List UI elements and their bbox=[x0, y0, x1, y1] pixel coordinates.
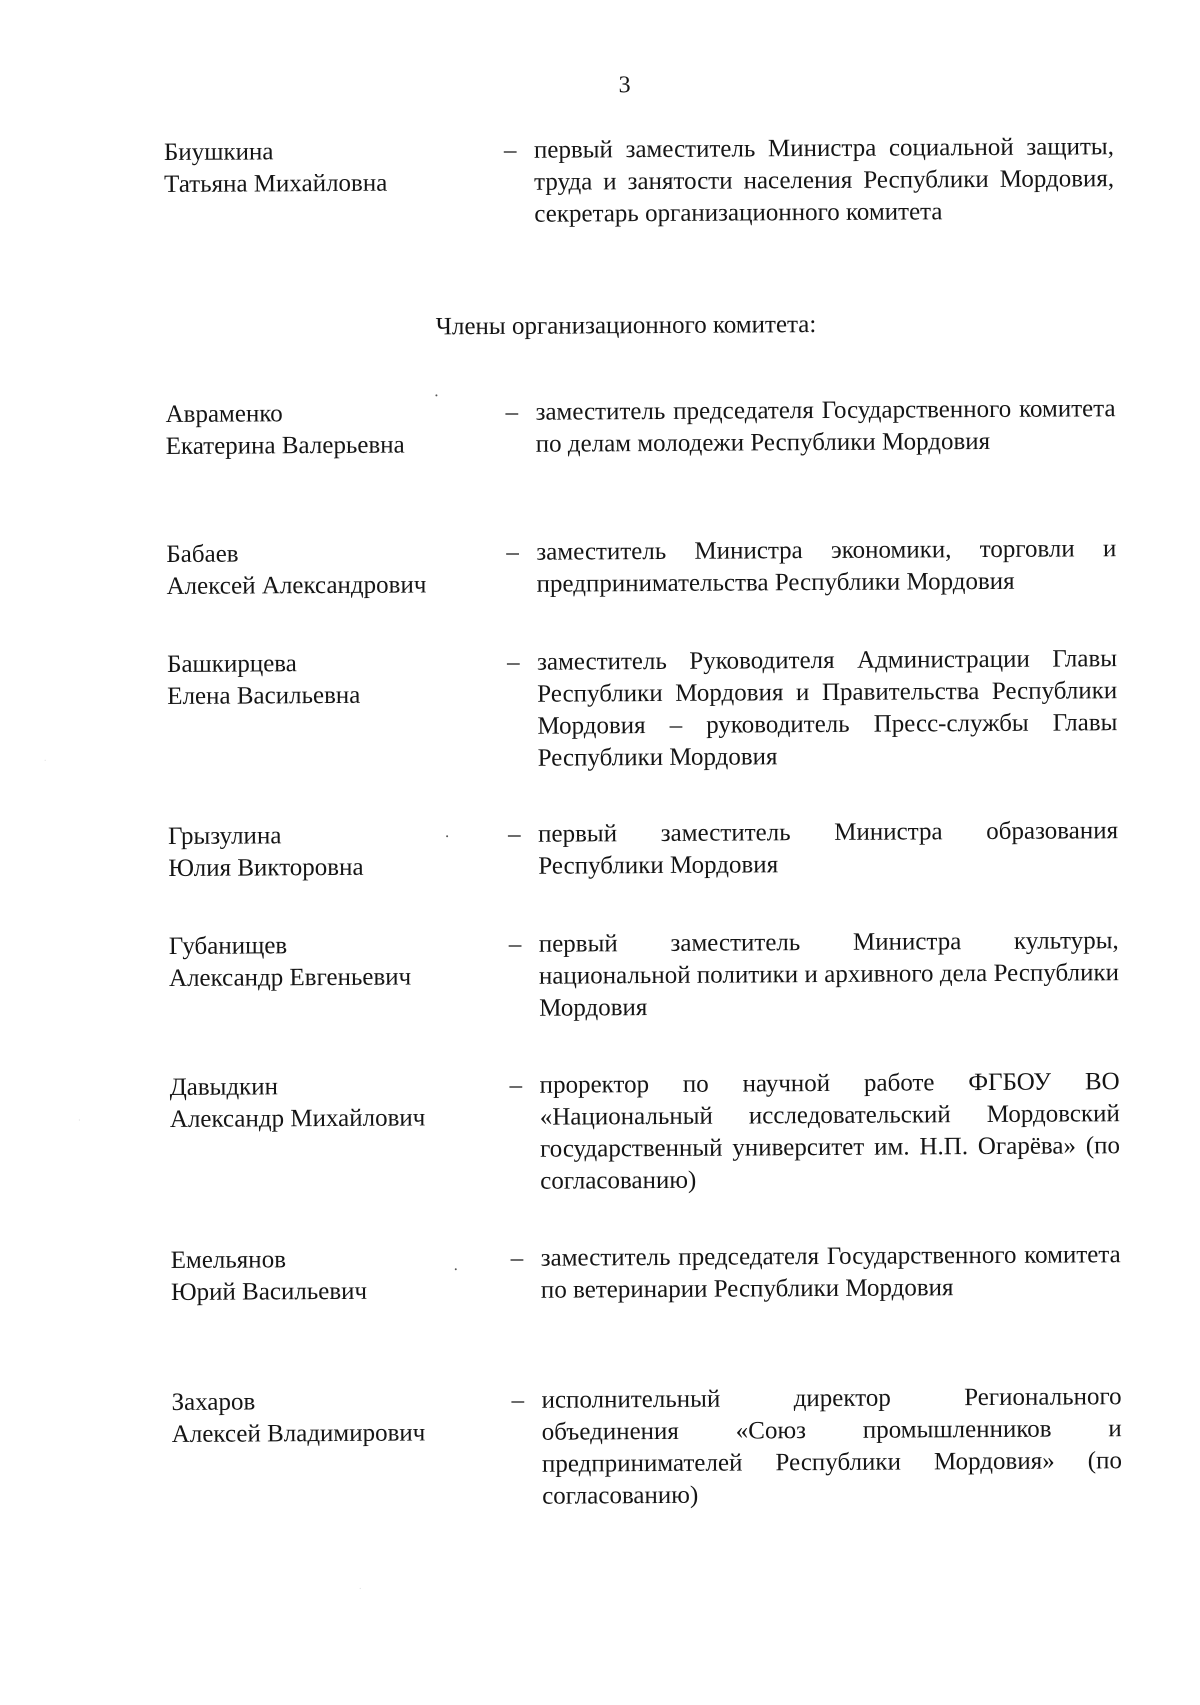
dash-separator: – bbox=[506, 538, 519, 566]
dash-separator: – bbox=[508, 820, 521, 848]
member-entry bbox=[8, 1381, 1200, 1510]
member-name bbox=[171, 1243, 491, 1309]
member-entry bbox=[4, 643, 1200, 772]
member-name bbox=[165, 397, 485, 463]
member-surname: Башкирцева bbox=[166, 650, 297, 678]
scan-speck bbox=[79, 1120, 80, 1121]
member-given-name: Юлия Викторовна bbox=[168, 853, 364, 882]
dash-separator: – bbox=[506, 648, 520, 676]
member-given-name: Татьяна Михайловна bbox=[164, 169, 388, 199]
member-name bbox=[164, 135, 484, 201]
member-name bbox=[168, 819, 488, 885]
member-given-name: Екатерина Валерьевна bbox=[165, 431, 405, 460]
member-given-name: Александр Евгеньевич bbox=[168, 963, 412, 992]
member-role: заместитель Руководителя Администрации Главы Республики Мордовия и Правительства Республики Мордовия – руководитель Пресс-службы Главы Республики Мордовия bbox=[536, 645, 1118, 772]
member-role: первый заместитель Министра образования Республики Мордовия bbox=[538, 817, 1119, 880]
page-number: 3 bbox=[618, 72, 631, 99]
member-name bbox=[166, 537, 486, 603]
member-role: заместитель Министра экономики, торговли и предпринимательства Республики Мордовия bbox=[536, 535, 1117, 598]
member-role: заместитель председателя Государственного комитета по делам молодежи Республики Мордовия bbox=[535, 395, 1116, 458]
member-name bbox=[170, 1070, 490, 1136]
member-surname: Губанищев bbox=[168, 932, 288, 960]
member-entry bbox=[2, 393, 1200, 460]
dash-separator: – bbox=[510, 1244, 524, 1272]
member-entry bbox=[1, 131, 1200, 228]
dash-separator: – bbox=[505, 398, 519, 426]
member-given-name: Алексей Владимирович bbox=[171, 1419, 426, 1448]
member-entry bbox=[5, 815, 1200, 882]
member-role: первый заместитель Министра социальной защиты, труда и занятости населения Республики Мордовия, секретарь организационного комитета bbox=[533, 133, 1115, 228]
dash-separator: – bbox=[509, 1071, 523, 1099]
member-name bbox=[169, 929, 489, 995]
member-name bbox=[171, 1385, 491, 1451]
member-surname: Бабаев bbox=[166, 540, 239, 568]
scan-speck bbox=[435, 394, 437, 396]
member-role: исполнительный директор Регионального объединения «Союз промышленников и предпринимателей Республики Мордовия» (по согласованию) bbox=[541, 1383, 1123, 1510]
member-given-name: Александр Михайлович bbox=[169, 1104, 426, 1133]
member-surname: Захаров bbox=[171, 1388, 256, 1416]
members-heading: Члены организационного комитета: bbox=[435, 311, 817, 341]
member-surname: Биушкина bbox=[163, 138, 274, 167]
member-entry bbox=[3, 533, 1200, 600]
dash-separator: – bbox=[508, 930, 522, 958]
dash-separator: – bbox=[503, 136, 517, 164]
member-entry bbox=[7, 1066, 1200, 1195]
member-entry bbox=[8, 1239, 1200, 1306]
member-name bbox=[167, 647, 487, 713]
member-surname: Давыдкин bbox=[169, 1073, 279, 1101]
member-role: проректор по научной работе ФГБОУ ВО «Национальный исследовательский Мордовский государственный университет им. Н.П. Огарёва» (по согласованию) bbox=[539, 1068, 1121, 1195]
member-surname: Емельянов bbox=[170, 1246, 287, 1274]
member-role: первый заместитель Министра культуры, национальной политики и архивного дела Республики Мордовия bbox=[538, 927, 1120, 1022]
member-given-name: Юрий Васильевич bbox=[170, 1277, 368, 1306]
member-role: заместитель председателя Государственного комитета по ветеринарии Республики Мордовия bbox=[540, 1241, 1121, 1304]
scan-speck bbox=[446, 835, 448, 837]
scan-speck bbox=[360, 1588, 361, 1589]
dash-separator: – bbox=[511, 1386, 525, 1414]
member-surname: Грызулина bbox=[168, 822, 282, 850]
member-given-name: Алексей Александрович bbox=[166, 571, 427, 600]
scan-speck bbox=[45, 760, 46, 761]
member-given-name: Елена Васильевна bbox=[167, 681, 361, 710]
member-entry bbox=[6, 925, 1200, 1022]
member-surname: Авраменко bbox=[165, 400, 283, 428]
scan-speck bbox=[455, 1268, 457, 1270]
